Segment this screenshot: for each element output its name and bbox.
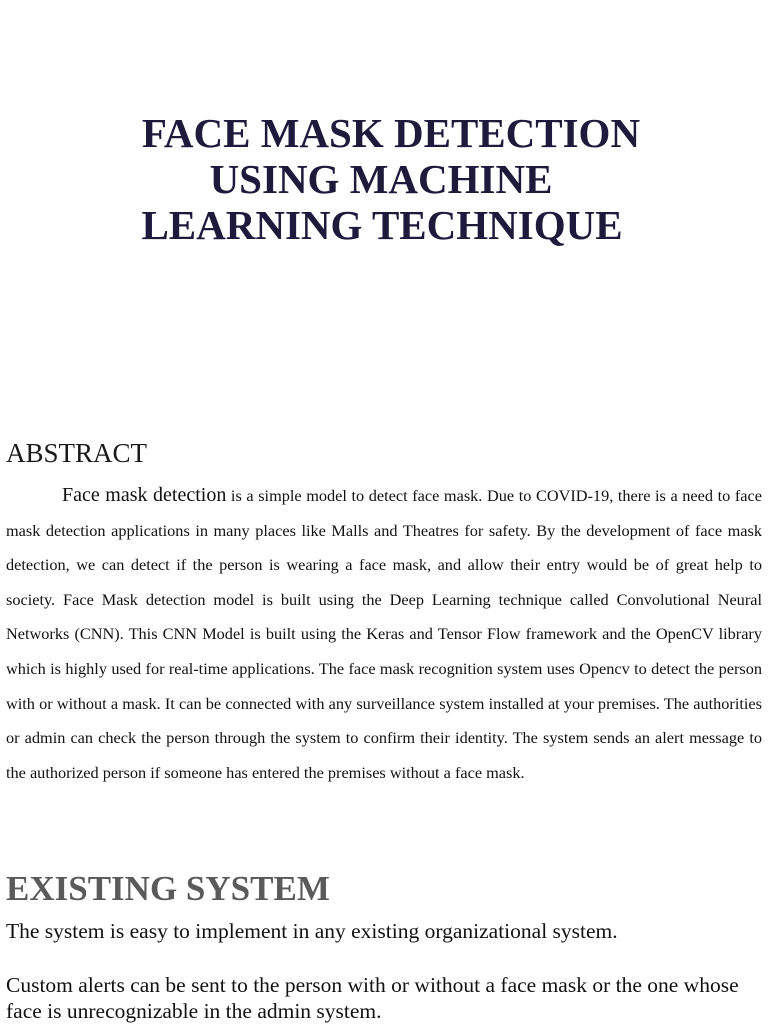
document-title	[0, 110, 768, 248]
abstract-heading: ABSTRACT	[6, 438, 148, 468]
abstract-lead-term: Face mask detection	[62, 484, 227, 506]
existing-system-paragraph-2: Custom alerts can be sent to the person with or without a face mask or the one whose face is unrecognizable in the admin system.	[6, 973, 739, 1023]
title-line-2: USING MACHINE	[209, 156, 553, 202]
abstract-body-text: is a simple model to detect face mask. Due to COVID-19, there is a need to face mask detection applications in many places like Malls and Theatres for safety. By the development of face mask detection, we can detect if the person is wearing a face mask, and allow their entry would be of great help to society. Face Mask detection model is built using the Deep Learning technique called Convolutional Neural Networks (CNN). This CNN Model is built using the Keras and Tensor Flow framework and the OpenCV library which is highly used for real-time applications. The face mask recognition system uses Opencv to detect the person with or without a mask. It can be connected with any surveillance system installed at your premises. The authorities or admin can check the person through the system to confirm their identity. The system sends an alert message to the authorized person if someone has entered the premises without a face mask.	[6, 486, 762, 782]
title-line-3: LEARNING TECHNIQUE	[141, 202, 623, 248]
title-line-1: FACE MASK DETECTION	[141, 110, 641, 156]
existing-system-paragraph-1: The system is easy to implement in any existing organizational system.	[6, 919, 618, 943]
existing-system-heading: EXISTING SYSTEM	[6, 869, 330, 908]
abstract-paragraph	[6, 478, 762, 790]
